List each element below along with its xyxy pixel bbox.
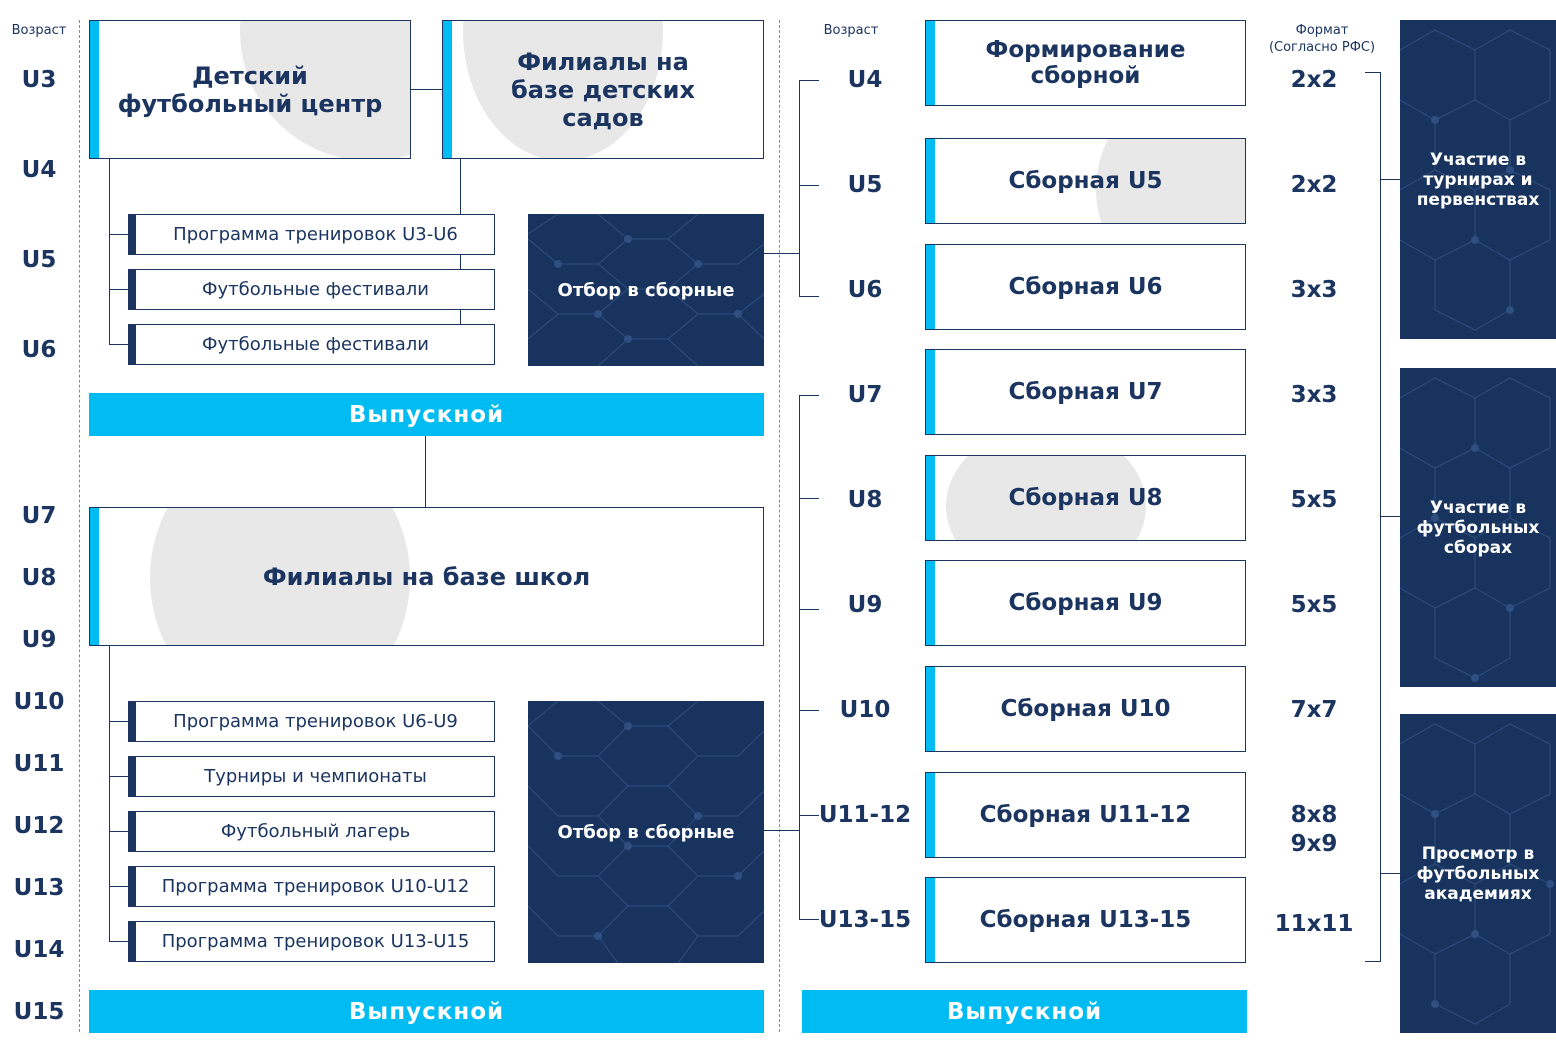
format-header-line1: Формат — [1295, 23, 1349, 38]
format-label: 8x8 — [1290, 802, 1338, 828]
format-label: 2x2 — [1290, 172, 1338, 198]
program-item: Программа тренировок U6-U9 — [128, 701, 495, 742]
bracket-right — [1380, 873, 1400, 874]
team-age-label: U10 — [839, 697, 891, 723]
team-box: Сборная U5 — [925, 138, 1246, 224]
graduation-bar-top: Выпускной — [89, 393, 764, 436]
graduation-bar-teams: Выпускной — [802, 990, 1247, 1033]
team-box: Сборная U6 — [925, 244, 1246, 330]
format-label: 3x3 — [1290, 382, 1338, 408]
bracket-right — [1380, 516, 1400, 517]
format-label: 11x11 — [1274, 911, 1354, 937]
bracket-right — [1380, 179, 1400, 180]
format-label: 3x3 — [1290, 277, 1338, 303]
program-item: Турниры и чемпионаты — [128, 756, 495, 797]
team-box: Сборная U8 — [925, 455, 1246, 541]
connector — [109, 831, 129, 832]
team-box: Сборная U13-15 — [925, 877, 1246, 963]
team-box: Формирование сборной — [925, 20, 1246, 106]
team-box: Сборная U7 — [925, 349, 1246, 435]
team-age-label: U8 — [847, 487, 883, 513]
bracket-right — [1365, 961, 1381, 962]
format-header-line2: (Согласно РФС) — [1268, 40, 1376, 55]
connector — [764, 253, 800, 254]
left-age-label: U4 — [21, 157, 57, 183]
left-age-label: U3 — [21, 67, 57, 93]
left-age-label: U7 — [21, 503, 57, 529]
selection-box-top: Отбор в сборные — [528, 214, 764, 366]
connector — [410, 89, 443, 90]
format-label: 7x7 — [1290, 697, 1338, 723]
format-label: 9x9 — [1290, 831, 1338, 857]
team-age-label: U9 — [847, 592, 883, 618]
left-age-label: U10 — [13, 689, 65, 715]
connector — [109, 289, 129, 290]
left-age-label: U5 — [21, 247, 57, 273]
program-item: Программа тренировок U3-U6 — [128, 214, 495, 255]
connector — [109, 886, 129, 887]
left-age-label: U15 — [13, 999, 65, 1025]
format-label: 5x5 — [1290, 487, 1338, 513]
team-box: Сборная U9 — [925, 560, 1246, 646]
program-item: Футбольные фестивали — [128, 324, 495, 365]
age-header-left: Возраст — [11, 23, 67, 38]
age-header-mid: Возраст — [823, 23, 879, 38]
program-item: Футбольный лагерь — [128, 811, 495, 852]
connector — [109, 158, 110, 344]
connector — [109, 776, 129, 777]
left-age-label: U14 — [13, 937, 65, 963]
connector — [109, 941, 129, 942]
team-box: Сборная U10 — [925, 666, 1246, 752]
connector — [109, 344, 129, 345]
right-panel-academies: Просмотр в футбольных академиях — [1400, 714, 1556, 1033]
program-item: Программа тренировок U13-U15 — [128, 921, 495, 962]
team-age-label: U11-12 — [818, 802, 912, 828]
connector — [109, 721, 129, 722]
graduation-bar-bottom: Выпускной — [89, 990, 764, 1033]
connector — [109, 234, 129, 235]
kindergarten-branches-box: Филиалы на базе детских садов — [442, 20, 764, 159]
left-age-label: U8 — [21, 565, 57, 591]
right-panel-camps: Участие в футбольных сборах — [1400, 368, 1556, 687]
connector — [109, 646, 110, 942]
separator-left — [79, 20, 80, 1032]
left-age-label: U6 — [21, 337, 57, 363]
program-item: Программа тренировок U10-U12 — [128, 866, 495, 907]
bracket — [799, 395, 800, 920]
bracket — [799, 80, 800, 297]
selection-box-bottom: Отбор в сборные — [528, 701, 764, 963]
separator-mid — [779, 20, 780, 1032]
team-box: Сборная U11-12 — [925, 772, 1246, 858]
bracket-right — [1380, 72, 1381, 962]
program-item: Футбольные фестивали — [128, 269, 495, 310]
school-branches-box: Филиалы на базе школ — [89, 507, 764, 646]
team-age-label: U4 — [847, 67, 883, 93]
left-age-label: U12 — [13, 813, 65, 839]
team-age-label: U13-15 — [818, 907, 912, 933]
kids-center-box: Детский футбольный центр — [89, 20, 411, 159]
left-age-label: U9 — [21, 627, 57, 653]
format-label: 2x2 — [1290, 67, 1338, 93]
connector — [425, 436, 426, 507]
team-age-label: U5 — [847, 172, 883, 198]
connector — [764, 830, 800, 831]
bracket-right — [1365, 72, 1381, 73]
format-label: 5x5 — [1290, 592, 1338, 618]
team-age-label: U6 — [847, 277, 883, 303]
team-age-label: U7 — [847, 382, 883, 408]
left-age-label: U11 — [13, 751, 65, 777]
left-age-label: U13 — [13, 875, 65, 901]
right-panel-tournaments: Участие в турнирах и первенствах — [1400, 20, 1556, 339]
